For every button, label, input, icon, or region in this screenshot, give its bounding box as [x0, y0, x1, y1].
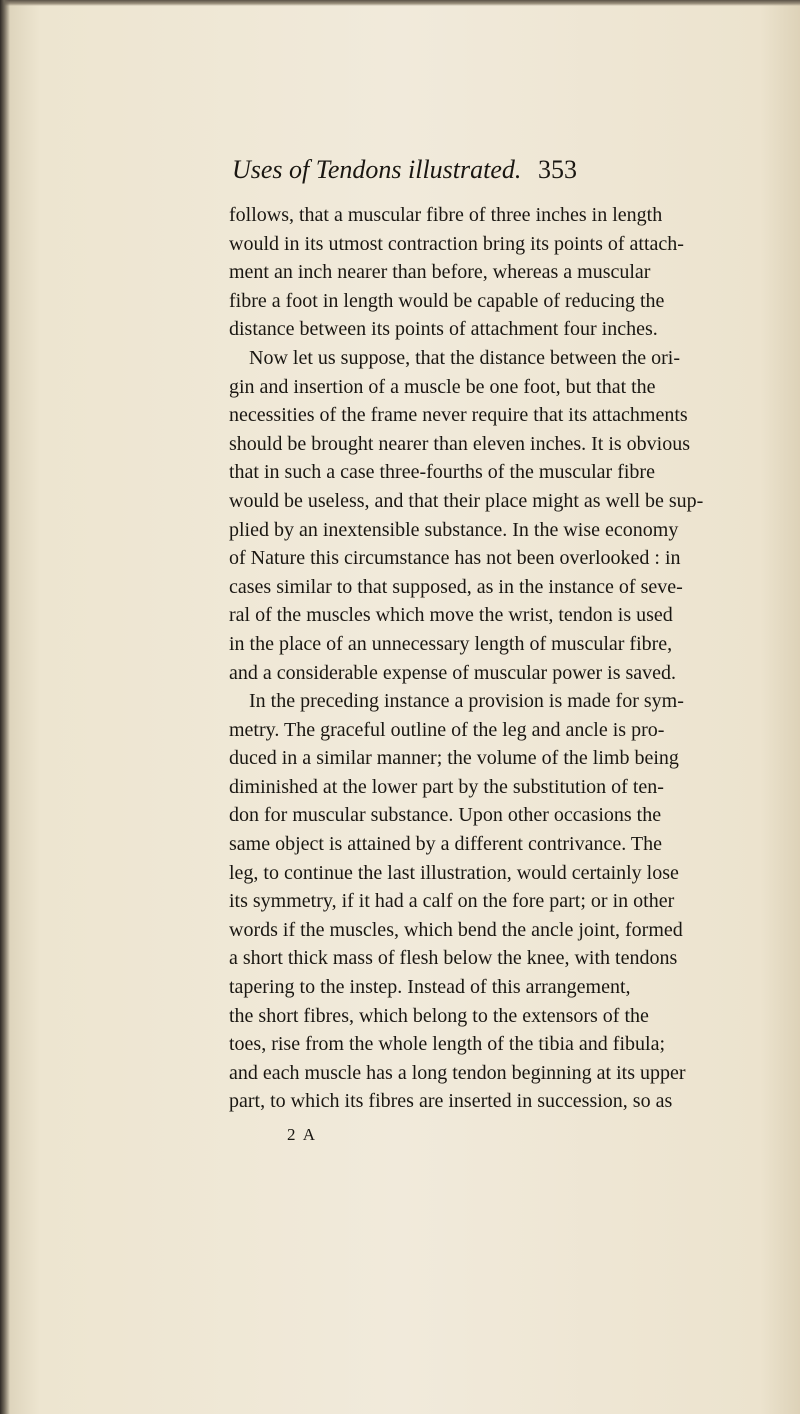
text-line: a short thick mass of flesh below the knee, with tendons	[229, 947, 678, 970]
text-line: distance between its points of attachment four inches.	[229, 318, 658, 341]
text-line: diminished at the lower part by the substitution of ten-	[229, 775, 664, 798]
text-line: the short fibres, which belong to the extensors of the	[229, 1004, 649, 1027]
text-line: follows, that a muscular fibre of three inches in length	[229, 204, 663, 226]
text-line: in the place of an unnecessary length of muscular fibre,	[229, 632, 673, 655]
text-line: ral of the muscles which move the wrist, tendon is used	[229, 604, 673, 627]
text-line: toes, rise from the whole length of the tibia and fibula;	[229, 1033, 665, 1056]
text-line: should be brought nearer than eleven inches. It is obvious	[229, 432, 690, 455]
text-line: metry. The graceful outline of the leg and ancle is pro-	[229, 718, 665, 741]
text-line: necessities of the frame never require that its attachments	[229, 404, 688, 427]
text-line: duced in a similar manner; the volume of the limb being	[229, 747, 679, 770]
signature-mark: 2 A	[287, 1125, 318, 1144]
text-line: and a considerable expense of muscular power is saved.	[229, 661, 677, 684]
text-line: that in such a case three-fourths of the muscular fibre	[229, 461, 655, 484]
text-line: leg, to continue the last illustration, would certainly lose	[229, 861, 679, 884]
text-line: and each muscle has a long tendon beginning at its upper	[229, 1061, 686, 1084]
running-head	[232, 150, 577, 190]
body-text	[229, 201, 704, 1116]
text-line: don for muscular substance. Upon other occasions the	[229, 804, 662, 827]
text-line: Now let us suppose, that the distance between the ori-	[249, 346, 680, 369]
text-line: cases similar to that supposed, as in the instance of seve-	[229, 575, 683, 598]
page-number: 353	[538, 155, 577, 184]
text-line: ment an inch nearer than before, whereas a muscular	[229, 261, 651, 284]
text-line: plied by an inextensible substance. In the wise economy	[229, 518, 679, 541]
page-binding-edge	[0, 0, 10, 1414]
text-line: gin and insertion of a muscle be one foot, but that the	[229, 375, 656, 398]
text-line: part, to which its fibres are inserted in succession, so as	[229, 1090, 673, 1113]
text-line: tapering to the instep. Instead of this arrangement,	[229, 976, 631, 999]
text-line: same object is attained by a different contrivance. The	[229, 833, 662, 856]
text-line: In the preceding instance a provision is made for sym-	[249, 690, 684, 713]
text-line: of Nature this circumstance has not been overlooked : in	[229, 547, 681, 570]
page-top-edge	[0, 0, 800, 6]
text-line: its symmetry, if it had a calf on the fore part; or in other	[229, 890, 675, 913]
text-line: fibre a foot in length would be capable of reducing the	[229, 289, 665, 312]
running-title: Uses of Tendons illustrated.	[232, 155, 522, 184]
text-line: would in its utmost contraction bring its points of attach-	[229, 232, 684, 255]
text-line: would be useless, and that their place might as well be sup-	[229, 489, 704, 512]
text-line: words if the muscles, which bend the ancle joint, formed	[229, 918, 683, 941]
